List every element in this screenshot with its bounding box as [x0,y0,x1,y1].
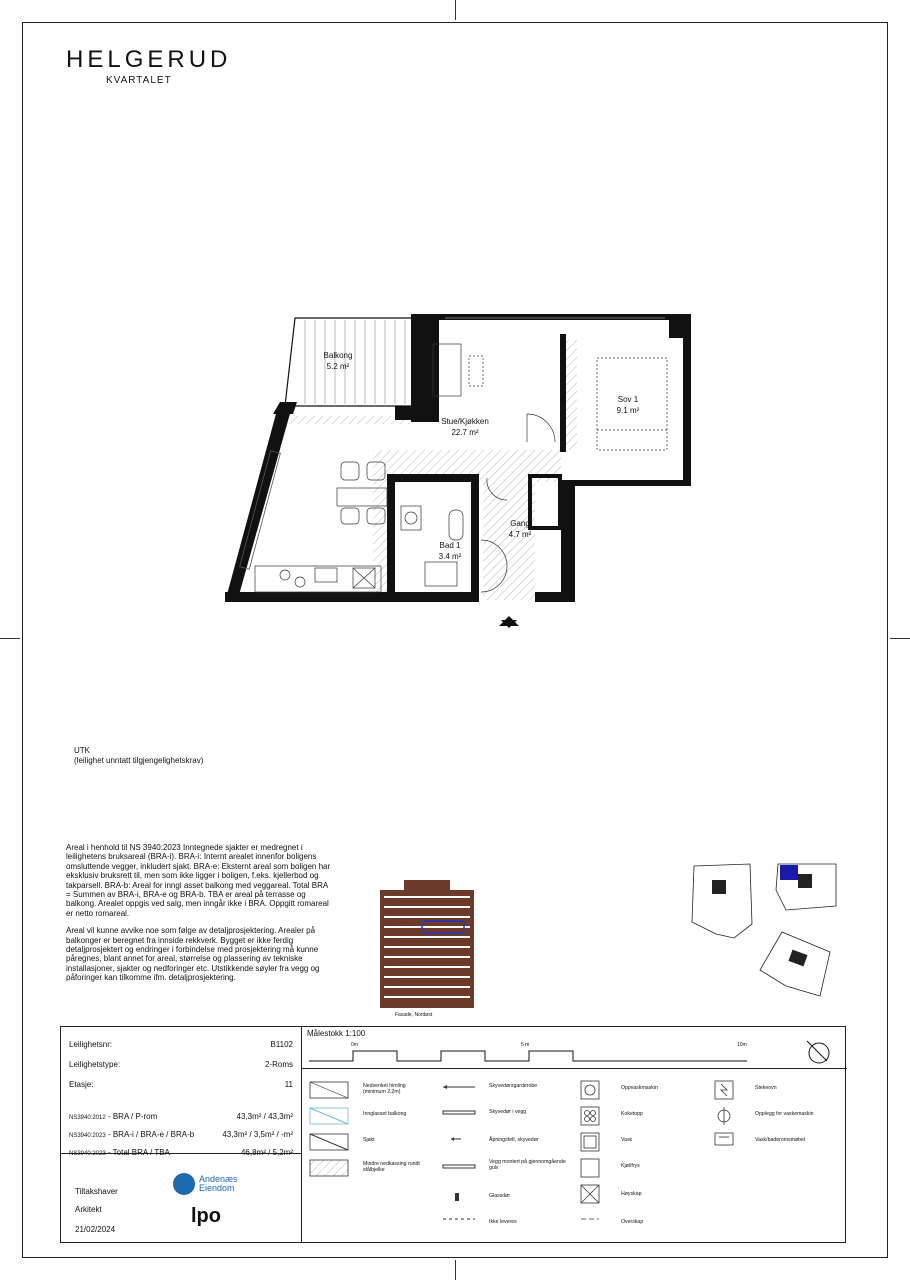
notes-paragraph: Areal vil kunne avvike noe som følge av detaljprosjektering. Arealer på balkonger er beregnet fra innside rekkverk. Bygget er ikke ferdig detaljprosjektert og endringer i forbindelse med prosjektering må kunne påregnes, blant annet for areal, størrelse og plassering av tekniske installasjoner, sjakter og nedforinger etc. Utstikkende søyler fra vegg og påforinger kan tilkomme ifm. detaljprosjektering. [66,926,320,983]
standard: NS3940:2012 [69,1115,106,1121]
room-name: Balkong [323,351,353,360]
legend-item: Vask [621,1137,633,1143]
legend-item: Vegg montert på gjennomgående gulv [489,1159,566,1171]
value: 46,8m² / 5,2m² [240,1148,293,1157]
utk-title: UTK [74,746,90,755]
scale-label-0: 0m [351,1042,358,1048]
facade-drawing [378,876,478,1010]
legend-item: Mindre nedkassing rundt stålbjelke [363,1161,420,1173]
value: 43,3m² / 3,5m² / -m² [222,1130,293,1139]
legend-icons-col3 [579,1079,603,1229]
legend-item: Ikke leveres [489,1219,517,1225]
room-label-balkong [308,350,368,372]
legend-item: Opplegg for vaskemaskin [755,1111,814,1117]
room-area: 4.7 m² [508,530,532,539]
room-area: 5.2 m² [326,362,350,371]
legend-icons-col4 [713,1079,737,1159]
legend-item: Sjakt [363,1137,375,1143]
scale-label-10: 10m [737,1042,747,1048]
row-etasje [61,1073,301,1095]
legend-item: Åpningsfelt, skyvedør [489,1137,539,1143]
legend-item: Oppvaskmaskin [621,1085,658,1091]
label: Leilighetstype: [69,1060,121,1069]
label: - BRA-i / BRA-e / BRA-b [107,1130,195,1139]
scale-title: Målestokk 1:100 [307,1029,366,1038]
legend-item: Skyvedørsgarderobe [489,1083,538,1089]
label: - BRA / P-rom [107,1112,158,1121]
label: Leilighetsnr: [69,1040,113,1049]
scale-bar [307,1039,847,1069]
value: B1102 [270,1040,293,1049]
row-leilighetsnr [61,1033,301,1055]
room-area: 22.7 m² [451,428,479,437]
legend-item: Overskap [621,1219,644,1225]
room-name: Bad 1 [439,541,461,550]
andenaes-logo-text [199,1175,238,1193]
legend-item: Innglasset balkong [363,1111,407,1117]
room-name: Stue/Kjøkken [441,417,489,426]
andenaes-line1: Andenæs [199,1174,238,1184]
facade-caption: Fasade, Nordøst [395,1012,433,1018]
label: - Total BRA / TBA [107,1148,170,1157]
andenaes-logo-icon [173,1173,195,1195]
legend-item: Nedsenket himling (minimum 2,2m) [363,1083,406,1095]
legend-item: Stekeovn [755,1085,777,1091]
standard: NS3940:2023 [69,1151,106,1157]
room-label-sov [608,394,648,416]
value: 43,3m² / 43,3m² [236,1112,293,1121]
legend-icons-col2 [441,1081,481,1231]
tiltakshaver-label: Tiltakshaver [75,1187,118,1196]
andenaes-line2: Eiendom [199,1183,235,1193]
room-label-stue [430,416,500,438]
room-label-gang [500,518,540,540]
info-table [60,1026,846,1243]
row-total-bra [61,1141,301,1163]
legend-item: Skyvedør i vegg [489,1109,527,1115]
floor-plan [225,310,695,630]
trim-mark [455,1260,456,1280]
legend-item: Glassdør [489,1193,511,1199]
area-notes [66,843,334,991]
legend-icons-col1 [309,1081,349,1211]
value: 2-Roms [264,1060,293,1069]
legend-item: Høyskap [621,1191,642,1197]
row-type [61,1053,301,1075]
trim-mark [0,638,20,639]
arkitekt-label: Arkitekt [75,1205,102,1214]
trim-mark [455,0,456,20]
logo-title: HELGERUD [66,46,232,73]
date: 21/02/2024 [75,1225,116,1234]
notes-paragraph: Areal i henhold til NS 3940:2023 Inntegnede sjakter er medregnet i leilighetens bruksareal (BRA-i). BRA-i: Internt arealet innenfor boligens omsluttende vegger, inkludert sjakt. BRA-e: Eksternt areal som boligen har eksklusiv bruksrett til, men som ikke ligger i boligen, f.eks. kjellerbod og takparsell. BRA-b: Areal for inngl asset balkong med veggareal. Total BRA = Summen av BRA-i, BRA-e og BRA-b. TBA er areal på terrasse og balkong. Arealet oppgis ved salg, men inngår ikke i BRA. Oppgitt romareal er netto romareal. [66,843,331,918]
room-area: 3.4 m² [438,552,462,561]
lpo-logo: lpo [191,1205,221,1227]
legend-item: Koketopp [621,1111,643,1117]
room-name: Sov 1 [617,395,639,404]
standard: NS3940:2023 [69,1133,106,1139]
logo-subtitle: KVARTALET [106,75,172,86]
utk-desc: (leilighet unntatt tilgjengelighetskrav) [74,756,204,765]
utk-note [74,746,203,766]
trim-mark [890,638,910,639]
room-area: 9.1 m² [616,406,640,415]
room-name: Gang [510,519,530,528]
value: 11 [284,1080,293,1089]
legend-item: Kjøl/frys [621,1163,640,1169]
scale-label-5: 5 m [521,1042,530,1048]
key-plan [690,860,840,1010]
legend-item: Vask/baderomsmøbel [755,1137,806,1143]
label: Etasje: [69,1080,94,1089]
room-label-bad [430,540,470,562]
